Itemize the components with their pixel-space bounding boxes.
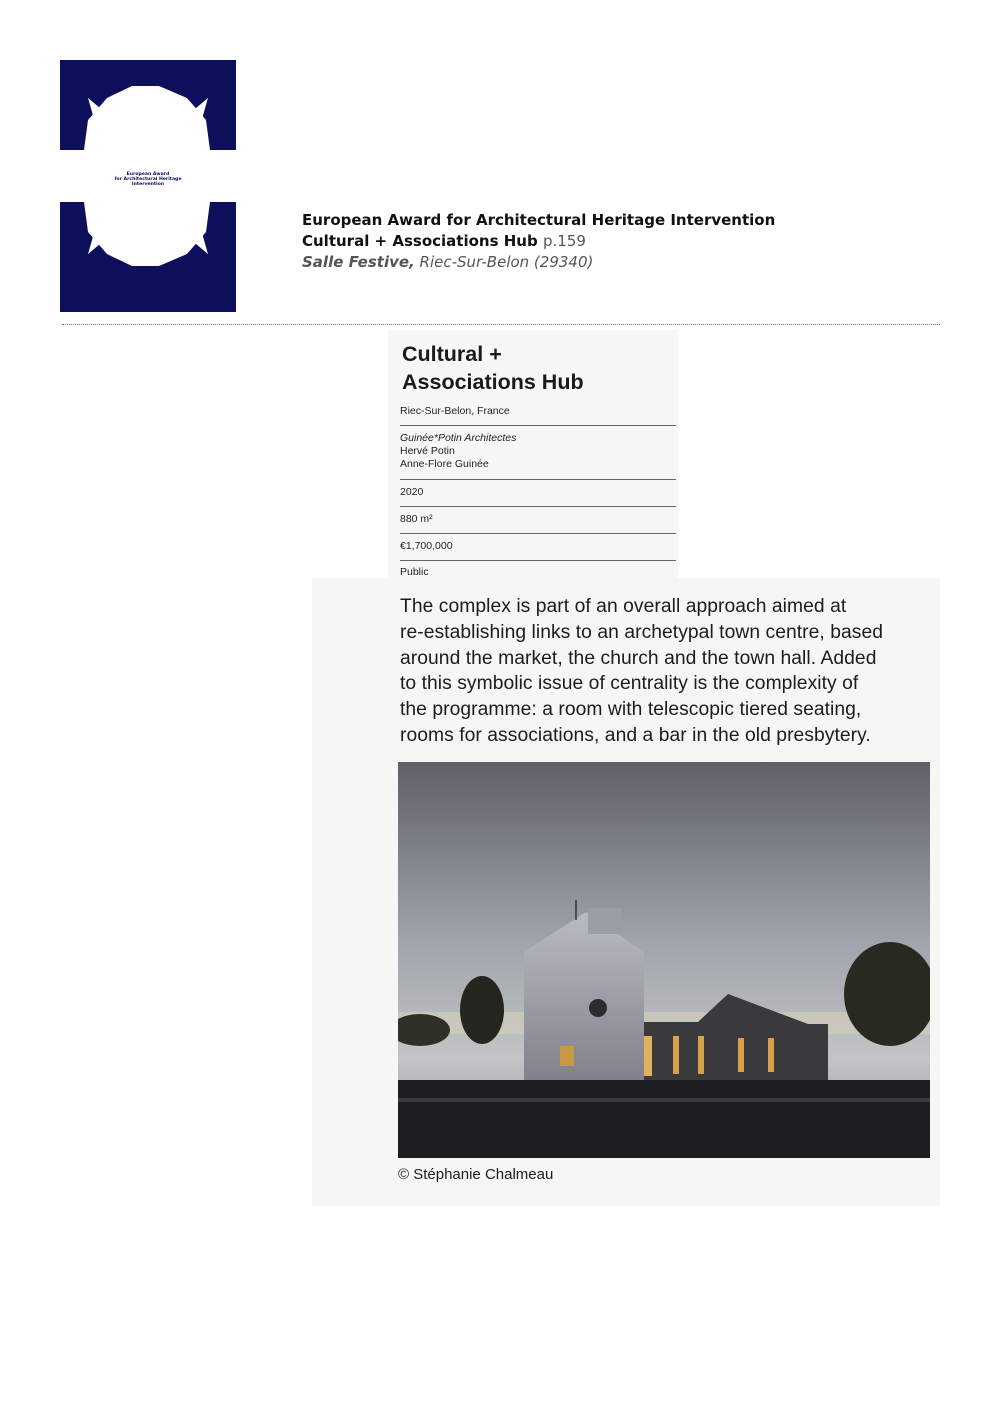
cover-title-line-2: for Architectural Heritage — [114, 177, 182, 183]
factsheet-cost: €1,700,000 — [400, 540, 453, 552]
description-line-6: rooms for associations, and a bar in the old presbytery. — [400, 724, 871, 746]
factsheet-area: 880 m² — [400, 513, 433, 525]
description-line-3: around the market, the church and the town hall. Added — [400, 647, 877, 669]
factsheet-location: Riec-Sur-Belon, France — [400, 405, 510, 417]
factsheet-title — [402, 340, 672, 396]
cover-title — [100, 172, 196, 188]
photo-window-light — [768, 1038, 774, 1072]
description-line-1: The complex is part of an overall approach aimed at — [400, 596, 847, 617]
cover-title-line-1: European Award — [126, 172, 170, 177]
project-reference — [302, 231, 775, 252]
photo-window-light — [738, 1038, 744, 1072]
description-line-4: to this symbolic issue of centrality is the complexity of — [400, 673, 859, 695]
photo-window-light — [560, 1046, 574, 1066]
factsheet-architect-2: Anne-Flore Guinée — [400, 458, 489, 470]
local-name-bold: Salle Festive, — [302, 253, 415, 271]
factsheet-architect-firm: Guinée*Potin Architectes — [400, 432, 517, 444]
photo-road-line — [398, 1098, 930, 1102]
photo-tree — [460, 976, 504, 1044]
description-line-5: the programme: a room with telescopic tiered seating, — [400, 699, 862, 721]
photo-ground — [398, 1080, 930, 1158]
reference-caption — [302, 210, 775, 273]
factsheet-architect-1: Hervé Potin — [400, 445, 455, 457]
description-scan — [312, 578, 940, 1206]
photo-window-light — [673, 1036, 679, 1074]
factsheet-title-line-1: Cultural + — [402, 342, 502, 366]
factsheet-title-line-2: Associations Hub — [402, 370, 584, 394]
local-place: Riec-Sur-Belon (29340) — [419, 253, 594, 271]
factsheet-scan — [388, 330, 678, 580]
factsheet-year: 2020 — [400, 486, 424, 498]
photo-round-window — [589, 999, 607, 1017]
factsheet-rule — [400, 479, 676, 480]
award-title: European Award for Architectural Heritage Intervention — [302, 211, 776, 229]
photo-chimney — [588, 908, 622, 934]
factsheet-rule — [400, 506, 676, 507]
factsheet-client: Public — [400, 566, 429, 578]
cover-title-line-3: Intervention — [131, 182, 165, 188]
factsheet-rule — [400, 425, 676, 426]
book-cover — [60, 60, 236, 312]
dotted-divider — [62, 324, 940, 325]
photo-window-light — [644, 1036, 652, 1076]
factsheet-rule — [400, 533, 676, 534]
photo-credit: © Stéphanie Chalmeau — [398, 1166, 554, 1183]
project-name: Cultural + Associations Hub — [302, 232, 538, 250]
page-number: p.159 — [542, 232, 586, 250]
project-description — [400, 594, 940, 749]
factsheet-rule — [400, 560, 676, 561]
building-photo — [398, 762, 930, 1158]
description-line-2: re-establishing links to an archetypal town centre, based — [400, 621, 884, 643]
local-name — [302, 252, 775, 273]
photo-window-light — [698, 1036, 704, 1074]
